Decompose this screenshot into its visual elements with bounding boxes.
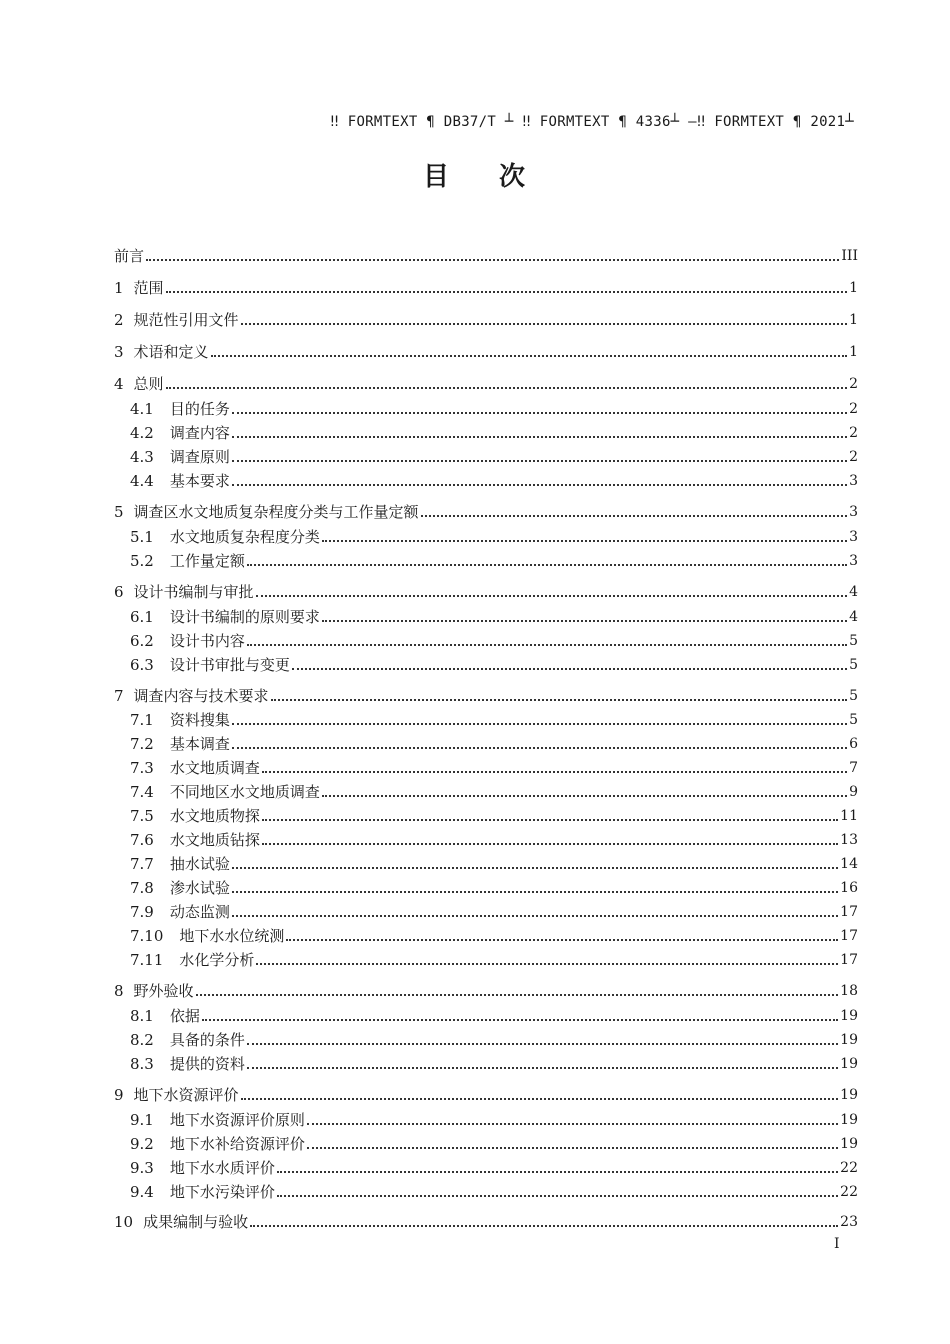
toc-entry-page: 9 [849,784,858,800]
dot-leader [307,1147,838,1149]
toc-entry-number: 6.3 [130,656,154,674]
toc-entry-number: 7.2 [130,735,154,753]
toc-entry-title: 抽水试验 [169,855,230,873]
toc-entry[interactable] [130,710,858,730]
dot-leader [322,620,847,622]
toc-entry-page: 14 [840,856,858,872]
toc-entry-number: 4.4 [130,472,154,490]
dot-leader [262,843,838,845]
dot-leader [322,795,847,797]
toc-entry-page: 4 [849,609,858,625]
dot-leader [250,1225,838,1227]
toc-entry[interactable] [130,1006,858,1026]
toc-entry-title: 不同地区水文地质调查 [169,783,320,801]
toc-entry-title: 水文地质调查 [169,759,260,777]
toc-entry[interactable] [114,342,858,362]
toc-entry-title: 设计书内容 [169,632,245,650]
toc-entry[interactable] [130,830,858,850]
toc-entry-page: 11 [840,808,858,824]
toc-entry[interactable] [130,527,858,547]
toc-entry-title: 地下水水位统测 [179,927,285,945]
toc-entry-title: 水文地质物探 [169,807,260,825]
toc-entry-title: 水文地质复杂程度分类 [169,528,320,546]
toc-entry[interactable] [114,278,858,298]
toc-entry[interactable] [130,399,858,419]
toc-entry-page: 19 [840,1008,858,1024]
toc-entry-number: 7.1 [130,711,154,729]
dot-leader [232,460,847,462]
toc-entry[interactable] [114,981,858,1001]
dot-leader [196,994,839,996]
dot-leader [271,699,848,701]
toc-entry[interactable] [114,310,858,330]
toc-entry-number: 7.4 [130,783,154,801]
toc-entry[interactable] [130,471,858,491]
toc-entry-title: 基本调查 [169,735,230,753]
toc-entry-title: 前言 [114,247,145,265]
toc-entry[interactable] [114,1212,858,1232]
toc-entry-title: 调查区水文地质复杂程度分类与工作量定额 [133,503,419,521]
toc-entry-title: 目的任务 [169,400,230,418]
toc-entry-title: 动态监测 [169,903,230,921]
title-char-left: 目 [422,162,451,192]
toc-entry-title: 提供的资料 [169,1055,245,1073]
toc-entry[interactable] [130,950,858,970]
toc-entry-number: 7.10 [130,927,164,945]
toc-entry-title: 成果编制与验收 [143,1213,249,1231]
dot-leader [247,564,847,566]
toc-entry-page: 2 [849,449,858,465]
dot-leader [241,323,848,325]
toc-entry-number: 9.2 [130,1135,154,1153]
toc-entry-number: 9.1 [130,1111,154,1129]
toc-entry-title: 地下水资源评价原则 [169,1111,305,1129]
title-char-right: 次 [499,162,528,192]
dot-leader [307,1123,838,1125]
toc-entry-page: 3 [849,529,858,545]
toc-entry[interactable] [130,655,858,675]
toc-entry-page: 17 [840,952,858,968]
dot-leader [277,1195,838,1197]
dot-leader [262,771,847,773]
toc-entry-page: 22 [840,1160,858,1176]
toc-entry-title: 设计书审批与变更 [169,656,290,674]
dot-leader [286,939,838,941]
toc-entry[interactable] [114,246,858,266]
toc-entry-number: 9.4 [130,1183,154,1201]
toc-entry-title: 设计书编制与审批 [133,583,254,601]
toc-entry[interactable] [130,1030,858,1050]
toc-entry-number: 9.3 [130,1159,154,1177]
toc-entry-title: 依据 [169,1007,200,1025]
toc-entry-page: 19 [840,1112,858,1128]
toc-entry-title: 水化学分析 [179,951,255,969]
toc-entry-page: 4 [849,584,858,600]
toc-entry[interactable] [114,1085,858,1105]
toc-entry-number: 4 [114,375,124,393]
document-code-header: ‼ FORMTEXT ¶ DB37/T ┴ ‼ FORMTEXT ¶ 4336┴ —‼ FORMTEXT ¶ 2021┴ [330,114,854,130]
toc-entry-page: 5 [849,688,858,704]
toc-entry[interactable] [130,734,858,754]
toc-entry[interactable] [130,758,858,778]
toc-entry-number: 5 [114,503,124,521]
dot-leader [232,412,847,414]
toc-entry-page: 18 [840,983,858,999]
toc-entry-number: 1 [114,279,124,297]
toc-entry[interactable] [130,854,858,874]
toc-entry-title: 地下水污染评价 [169,1183,275,1201]
toc-entry-number: 4.3 [130,448,154,466]
toc-entry-number: 3 [114,343,124,361]
toc-entry-number: 6 [114,583,124,601]
toc-entry-title: 术语和定义 [133,343,209,361]
toc-entry-number: 8 [114,982,124,1000]
dot-leader [421,515,848,517]
toc-entry-page: 19 [840,1136,858,1152]
dot-leader [256,595,848,597]
toc-entry[interactable] [130,1182,858,1202]
toc-entry-page: 17 [840,904,858,920]
toc-entry-number: 7.8 [130,879,154,897]
toc-entry[interactable] [130,607,858,627]
toc-entry-title: 渗水试验 [169,879,230,897]
dot-leader [166,291,848,293]
toc-entry-title: 地下水资源评价 [133,1086,239,1104]
toc-entry-page: 3 [849,473,858,489]
toc-entry-number: 10 [114,1213,134,1231]
toc-entry-page: 22 [840,1184,858,1200]
footer-page-number: I [834,1236,840,1252]
toc-entry[interactable] [114,686,858,706]
toc-entry[interactable] [130,806,858,826]
toc-entry[interactable] [130,447,858,467]
toc-entry[interactable] [114,582,858,602]
toc-entry-number: 2 [114,311,124,329]
dot-leader [146,259,839,261]
dot-leader [232,723,847,725]
toc-entry-page: 6 [849,736,858,752]
toc-entry-title: 地下水水质评价 [169,1159,275,1177]
toc-entry-number: 6.2 [130,632,154,650]
toc-entry-page: 2 [849,376,858,392]
toc-entry[interactable] [130,1054,858,1074]
toc-entry[interactable] [130,551,858,571]
toc-entry-number: 7.7 [130,855,154,873]
toc-entry-page: 16 [840,880,858,896]
toc-entry-page: III [841,248,858,264]
toc-entry-title: 具备的条件 [169,1031,245,1049]
dot-leader [232,484,847,486]
toc-entry-page: 5 [849,633,858,649]
toc-entry-page: 13 [840,832,858,848]
toc-entry-title: 野外验收 [133,982,194,1000]
toc-entry-number: 8.2 [130,1031,154,1049]
toc-entry-number: 7.6 [130,831,154,849]
toc-entry[interactable] [130,902,858,922]
toc-entry-title: 规范性引用文件 [133,311,239,329]
dot-leader [232,891,838,893]
toc-entry-title: 基本要求 [169,472,230,490]
toc-entry-title: 总则 [133,375,164,393]
toc-entry-page: 7 [849,760,858,776]
dot-leader [247,1067,838,1069]
dot-leader [211,355,848,357]
toc-entry-title: 地下水补给资源评价 [169,1135,305,1153]
toc-entry-number: 7.11 [130,951,164,969]
toc-entry-number: 4.1 [130,400,154,418]
toc-entry-number: 5.2 [130,552,154,570]
toc-entry-page: 1 [849,344,858,360]
toc-entry-number: 7.5 [130,807,154,825]
toc-entry-number: 7.9 [130,903,154,921]
toc-entry[interactable] [130,878,858,898]
dot-leader [292,668,847,670]
toc-entry-page: 17 [840,928,858,944]
dot-leader [241,1098,839,1100]
toc-entry-page: 3 [849,553,858,569]
dot-leader [262,819,838,821]
dot-leader [256,963,838,965]
toc-entry-page: 23 [840,1214,858,1230]
toc-entry-page: 1 [849,312,858,328]
toc-entry-page: 19 [840,1056,858,1072]
dot-leader [202,1019,838,1021]
toc-entry-number: 7 [114,687,124,705]
toc-entry-number: 9 [114,1086,124,1104]
toc-entry[interactable] [130,423,858,443]
toc-entry-number: 8.1 [130,1007,154,1025]
toc-entry[interactable] [130,1134,858,1154]
toc-entry-title: 调查内容 [169,424,230,442]
toc-entry-number: 6.1 [130,608,154,626]
toc-entry[interactable] [130,1158,858,1178]
toc-entry-title: 范围 [133,279,164,297]
toc-entry-title: 资料搜集 [169,711,230,729]
dot-leader [166,387,848,389]
toc-entry[interactable] [114,374,858,394]
dot-leader [232,747,847,749]
page-title [0,156,950,193]
toc-entry-page: 1 [849,280,858,296]
toc-entry-number: 4.2 [130,424,154,442]
toc-entry[interactable] [114,502,858,522]
toc-entry-page: 19 [840,1032,858,1048]
dot-leader [277,1171,838,1173]
toc-entry-page: 2 [849,401,858,417]
toc-entry-number: 7.3 [130,759,154,777]
toc-entry-title: 调查内容与技术要求 [133,687,269,705]
toc-entry-number: 5.1 [130,528,154,546]
toc-entry-title: 工作量定额 [169,552,245,570]
toc-entry-page: 2 [849,425,858,441]
dot-leader [232,436,847,438]
toc-entry[interactable] [130,926,858,946]
toc-entry[interactable] [130,782,858,802]
dot-leader [322,540,847,542]
toc-entry-title: 设计书编制的原则要求 [169,608,320,626]
dot-leader [232,867,838,869]
toc-entry-title: 调查原则 [169,448,230,466]
dot-leader [232,915,838,917]
toc-entry[interactable] [130,631,858,651]
toc-entry-title: 水文地质钻探 [169,831,260,849]
dot-leader [247,1043,838,1045]
dot-leader [247,644,847,646]
toc-entry-page: 3 [849,504,858,520]
toc-entry[interactable] [130,1110,858,1130]
toc-entry-page: 5 [849,712,858,728]
toc-entry-page: 5 [849,657,858,673]
toc-entry-number: 8.3 [130,1055,154,1073]
toc-entry-page: 19 [840,1087,858,1103]
